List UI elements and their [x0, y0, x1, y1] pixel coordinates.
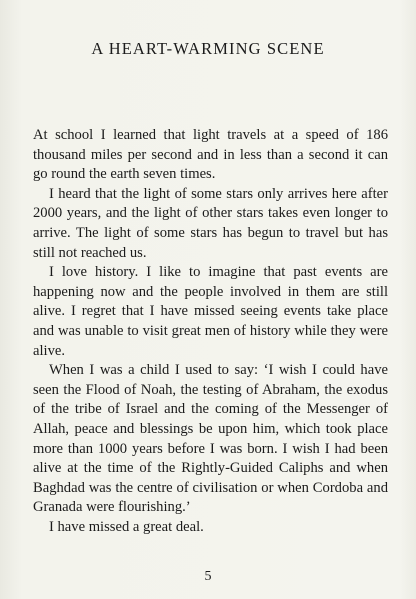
paragraph: I love history. I like to imagine that past events are happening now and the people involved in them are still alive. I regret that I have missed seeing events take place and was unable to visit great men of history while they were alive. [33, 264, 388, 359]
page-number: 5 [204, 569, 212, 584]
body-text [33, 126, 388, 537]
paragraph: I have missed a great deal. [49, 518, 204, 535]
paragraph: At school I learned that light travels at a speed of 186 thousand miles per second and in less than a second it can go round the earth seven times. [33, 127, 388, 183]
paragraph: I heard that the light of some stars only arrives here after 2000 years, and the light of other stars takes even longer to arrive. The light of some stars has begun to travel but has still not reached us. [33, 185, 388, 261]
chapter-title: A HEART-WARMING SCENE [91, 39, 325, 58]
paragraph: When I was a child I used to say: ‘I wish I could have seen the Flood of Noah, the testing of Abraham, the exodus of the tribe of Israel and the coming of the Messenger of Allah, peace and blessings be upon him, which took place more than 1000 years before I was born. I wish I had been alive at the time of the Rightly-Guided Caliphs and when Baghdad was the centre of civilisation or when Cordoba and Granada were flourishing.’ [33, 362, 388, 516]
